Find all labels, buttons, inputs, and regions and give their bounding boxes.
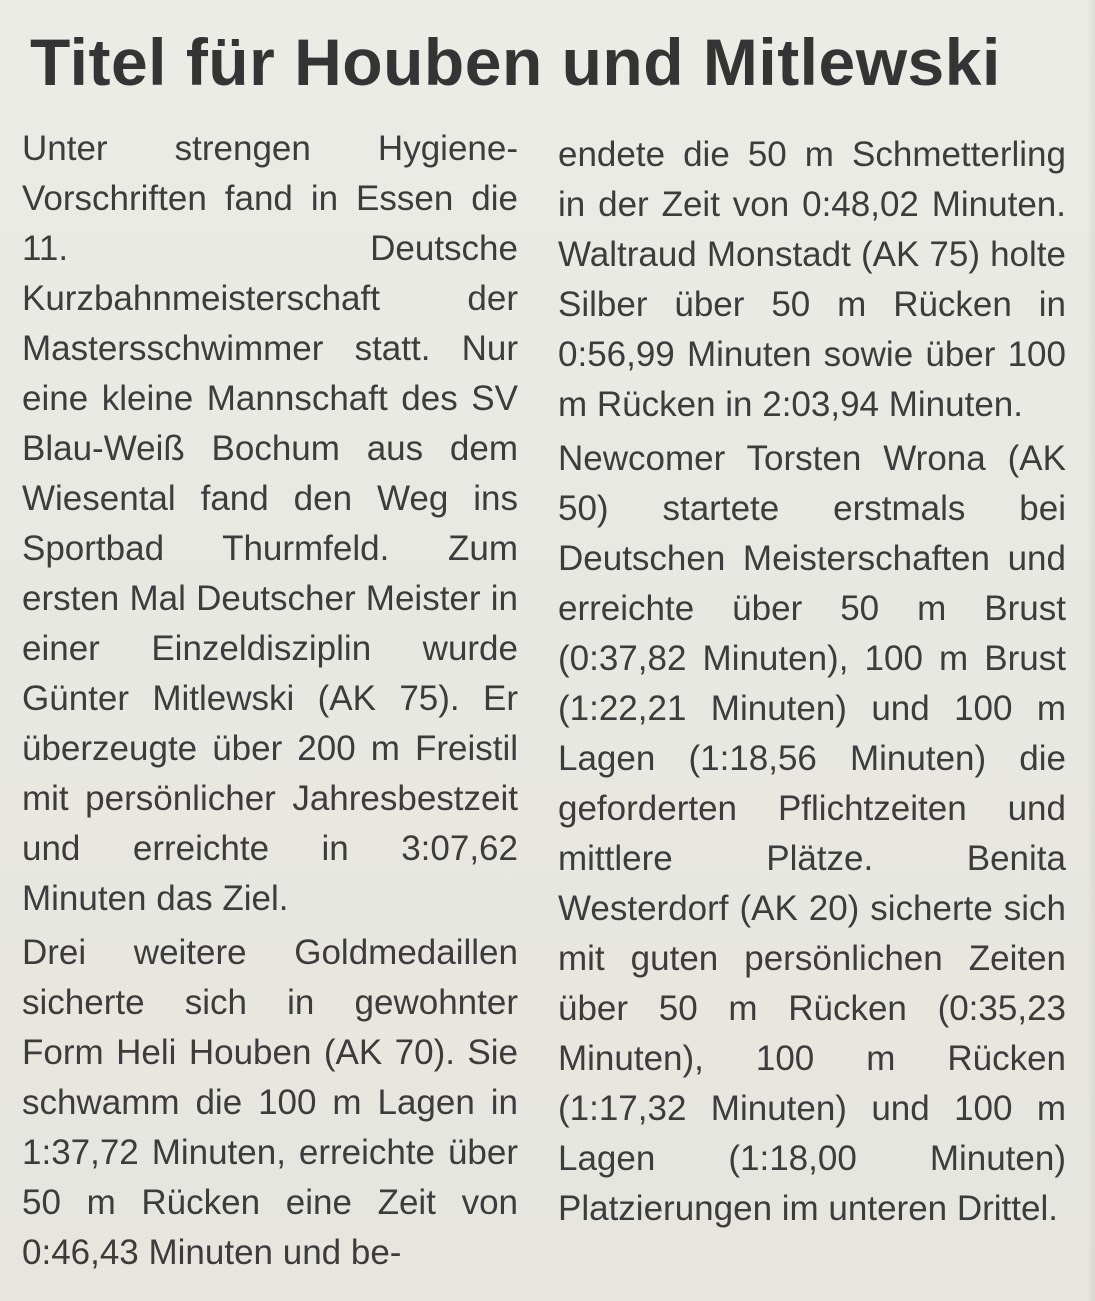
article-column-right (558, 130, 1066, 1238)
page-edge-shadow (1087, 0, 1095, 1301)
article-paragraph-2-continued: endete die 50 m Schmetterling in der Zeit von 0:48,02 Minuten. Waltraud Monstadt (AK 75) holte Silber über 50 m Rücken in 0:56,99 Minuten sowie über 100 m Rücken in 2:03,94 Minuten. (558, 135, 1066, 424)
article-title: Titel für Houben und Mitlewski (30, 25, 1001, 99)
article-paragraph-2: Drei weitere Goldmedaillen sicherte sich in gewohnter Form Heli Houben (AK 70). Sie schwamm die 100 m Lagen in 1:37,72 Minuten, erreichte über 50 m Rücken eine Zeit von 0:46,43 Minuten und be- (22, 933, 518, 1272)
article-paragraph-1: Unter strengen Hygiene-Vorschriften fand in Essen die 11. Deutsche Kurzbahnmeisterschaft der Mastersschwimmer statt. Nur eine kleine Mannschaft des SV Blau-Weiß Bochum aus dem Wiesental fand den Weg ins Sportbad Thurmfeld. Zum ersten Mal Deutscher Meister in einer Einzeldisziplin wurde Günter Mitlewski (AK 75). Er überzeugte über 200 m Freistil mit persönlicher Jahresbestzeit und erreichte in 3:07,62 Minuten das Ziel. (22, 129, 518, 918)
article-paragraph-3: Newcomer Torsten Wrona (AK 50) startete erstmals bei Deutschen Meisterschaften und erreichte über 50 m Brust (0:37,82 Minuten), 100 m Brust (1:22,21 Minuten) und 100 m Lagen (1:18,56 Minuten) die geforderten Pflichtzeiten und mittlere Plätze. Benita Westerdorf (AK 20) sicherte sich mit guten persönlichen Zeiten über 50 m Rücken (0:35,23 Minuten), 100 m Rücken (1:17,32 Minuten) und 100 m Lagen (1:18,00 Minuten) Platzierungen im unteren Drittel. (558, 439, 1066, 1228)
article-column-left (22, 124, 518, 1282)
